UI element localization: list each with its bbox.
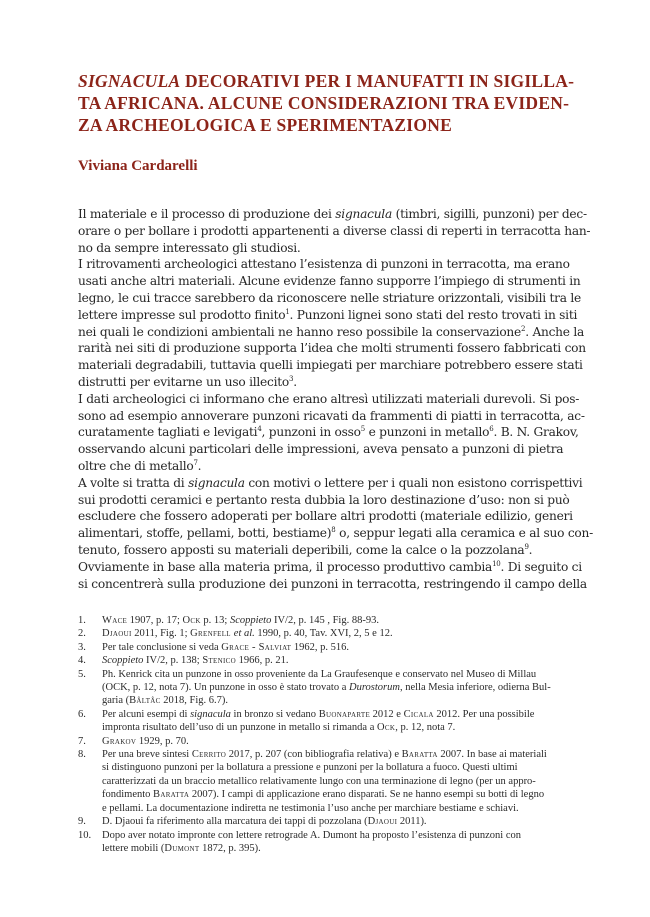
text-run: sono ad esempio annoverare punzoni ricavati da frammenti di piatti in terracotta, ac- [78, 408, 585, 423]
body-line [78, 542, 583, 559]
footnote-ref: 6 [489, 425, 494, 434]
footnote-number: 9. [78, 816, 86, 828]
text-run: D. Djaoui fa riferimento alla marcatura dei tappi di pozzolana ( [102, 816, 368, 828]
text-run: si concentrerà sulla produzione dei punzoni in terracotta, restringendo il campo della [78, 576, 587, 591]
text-run: usati anche altri materiali. Alcune evidenze fanno supporre l’impiego di strumenti in [78, 274, 581, 289]
body-line [78, 391, 583, 408]
footnote-line [102, 802, 583, 815]
text-run: . [293, 374, 297, 389]
text-run: oltre che di metallo [78, 458, 194, 473]
footnote-item [78, 735, 583, 748]
footnote-ref: 1 [285, 307, 290, 316]
footnote-line [102, 708, 583, 721]
text-run: 2018, Fig. 6.7). [160, 695, 228, 707]
footnote-line [102, 627, 583, 640]
text-run: in bronzo si vedano [230, 708, 319, 720]
italic-text: et al. [233, 628, 255, 640]
text-run: 1872, p. 395). [199, 842, 261, 854]
footnote-line [102, 614, 583, 627]
text-run: caratterizzati da un braccio metallico relativamente lungo con una terminazione di legno (per un appro- [102, 775, 536, 787]
footnote-ref: 3 [288, 374, 294, 383]
text-run: A volte si tratta di [78, 475, 189, 490]
text-run: , nella Mesia inferiore, odierna Bul- [399, 682, 551, 694]
footnote-line [102, 641, 583, 654]
footnote-number: 5. [78, 668, 86, 680]
text-run: orare o per bollare i prodotti appartenenti a diverse classi di reperti in terracotta han- [78, 223, 591, 238]
text-run: o, seppur legati alla ceramica e al suo con- [335, 526, 593, 541]
footnote-number: 3. [78, 641, 86, 653]
footnote-ref: 2 [520, 324, 526, 333]
footnote-text [102, 735, 583, 748]
text-run: I dati archeologici ci informano che erano altresì utilizzati materiali durevoli. Si pos- [78, 391, 580, 406]
text-run: 2017, p. 207 (con bibliografia relativa) e [226, 749, 402, 761]
text-run: distrutti per evitarne un uso illecito [78, 374, 289, 389]
footnote-line [102, 788, 583, 801]
footnote-line [102, 668, 583, 681]
body-line [78, 441, 583, 458]
author-citation: Grenfell [190, 628, 234, 640]
title-line-3: ZA ARCHEOLOGICA E SPERIMENTAZIONE [78, 115, 453, 135]
article-title [78, 70, 578, 136]
footnote-item [78, 627, 583, 640]
text-run: . [197, 458, 202, 473]
body-line [78, 357, 583, 374]
text-run: IV/2, p. 138; [143, 655, 203, 667]
footnote-line [102, 761, 583, 774]
footnote-item [78, 748, 583, 815]
title-line-2: TA AFRICANA. ALCUNE CONSIDERAZIONI TRA EVIDEN- [78, 93, 570, 113]
italic-text: Scoppieto [102, 655, 144, 667]
body-line [78, 307, 583, 324]
author-name: Viviana Cardarelli [78, 158, 198, 174]
footnote-number: 10. [78, 829, 92, 841]
text-run: Per alcuni esempi di [102, 708, 191, 720]
footnote-item [78, 668, 583, 708]
body-text [78, 206, 593, 592]
text-run: garia ( [102, 695, 130, 707]
body-line [78, 324, 583, 341]
text-run: con motivi o lettere per i quali non esistono corrispettivi [244, 475, 583, 490]
text-run: 2012 e [370, 708, 404, 720]
footnote-number: 7. [78, 735, 86, 747]
text-run: 2007. In base ai materiali [437, 749, 547, 761]
footnote-line [102, 681, 583, 694]
text-run: 1929, p. 70. [136, 735, 189, 747]
author-citation: Cerrito [191, 749, 227, 761]
text-run: . Punzoni lignei sono stati del resto trovati in siti [289, 307, 578, 322]
text-run: Per una breve sintesi [102, 749, 192, 761]
text-run: e punzoni in metallo [364, 425, 490, 440]
body-line [78, 408, 583, 425]
text-run: fondimento [102, 789, 154, 801]
footnote-line [102, 748, 583, 761]
footnote-item [78, 641, 583, 654]
author-citation: Bâltâc [129, 695, 161, 707]
footnote-item [78, 815, 583, 828]
italic-text: Scoppieto [229, 615, 272, 626]
body-line [78, 508, 583, 525]
body-line [78, 559, 583, 576]
footnote-text [102, 654, 583, 667]
footnote-ref: 7 [193, 458, 198, 467]
author-citation: Stenico [202, 655, 236, 667]
footnote-ref: 8 [331, 526, 336, 535]
author-citation: Buonaparte [318, 708, 371, 720]
text-run: 2012. Per una possibile [433, 708, 535, 720]
body-line [78, 475, 583, 492]
body-line [78, 340, 586, 357]
body-line [78, 525, 593, 542]
text-run: 1990, p. 40, Tav. XVI, 2, 5 e 12. [254, 628, 393, 640]
text-run: Dopo aver notato impronte con lettere retrograde A. Dumont ha proposto l’esistenza di punzoni con [102, 829, 522, 841]
footnote-text [102, 641, 583, 654]
body-line [78, 492, 583, 509]
footnote-line [102, 721, 583, 734]
author-citation: Ock [376, 722, 396, 734]
footnote-line [102, 694, 583, 707]
author-citation: Ock [182, 615, 201, 626]
footnote-line [102, 842, 583, 855]
body-line [78, 424, 583, 441]
text-run: lettere impresse sul prodotto finito [78, 307, 286, 322]
text-run: 1966, p. 21. [235, 655, 289, 667]
text-run: impronta risultato dell’uso di un punzone in metallo si rimanda a [102, 722, 377, 734]
text-run: 2011, Fig. 1; [131, 628, 191, 640]
footnote-text [102, 815, 583, 828]
text-run: , punzoni in osso [261, 425, 361, 440]
text-run: (OCK, p. 12, nota 7). Un punzone in osso è stato trovato a [102, 682, 350, 694]
footnotes [78, 614, 583, 855]
text-run: 2011). [397, 816, 427, 828]
footnote-line [102, 815, 583, 828]
text-run: osservando alcuni particolari delle impressioni, aveva pensato a punzoni di pietra [78, 442, 564, 457]
title-line-1-rest: DECORATIVI PER I MANUFATTI IN SIGILLA- [180, 71, 575, 91]
text-run: materiali degradabili, tuttavia quelli impiegati per marchiare potrebbero essere stati [78, 358, 583, 373]
footnote-line [102, 654, 583, 667]
footnote-number: 8. [78, 749, 86, 761]
text-run: tenuto, fossero apposti su materiali deperibili, come la calce o la pozzolana [78, 542, 525, 557]
footnote-text [102, 627, 583, 640]
author-citation: Dumont [164, 842, 200, 854]
text-run: (timbri, sigilli, punzoni) per dec- [391, 207, 587, 221]
text-run: . B. N. Grakov, [493, 425, 579, 440]
text-run: 2007). I campi di applicazione erano disparati. Se ne hanno esempi su botti di legno [189, 789, 545, 801]
text-run: legno, le cui tracce sarebbero da riconoscere nelle striature orizzontali, visibili tra le [78, 290, 581, 305]
italic-text: signacula [190, 708, 231, 720]
text-run: lettere mobili ( [102, 842, 165, 854]
footnote-line [102, 775, 583, 788]
text-run: I ritrovamenti archeologici attestano l’esistenza di punzoni in terracotta, ma erano [78, 257, 570, 272]
italic-text: signacula [188, 475, 245, 490]
body-line [78, 290, 583, 307]
body-line [78, 458, 583, 475]
text-run: Il materiale e il processo di produzione dei [78, 207, 336, 221]
footnote-line [102, 829, 583, 842]
text-run: escludere che fossero adoperati per bollare altri prodotti (materiale edilizio, generi [78, 509, 573, 524]
author-citation: Wace [102, 615, 128, 626]
text-run: nei quali le condizioni ambientali ne hanno reso possibile la conservazione [78, 324, 521, 339]
footnote-item [78, 654, 583, 667]
text-run: IV/2, p. 145 , Fig. 88-93. [271, 615, 379, 626]
text-run: alimentari, stoffe, pellami, botti, bestiame) [78, 526, 332, 541]
footnote-ref: 9 [524, 542, 529, 551]
text-run: e pellami. La documentazione indiretta ne testimonia l’uso anche per marchiare bestiame e schiavi. [102, 802, 519, 814]
footnote-number: 6. [78, 708, 86, 720]
author-citation: Baratta [153, 789, 190, 801]
footnote-item [78, 829, 583, 856]
title-italic-word: SIGNACULA [78, 71, 181, 91]
text-run: Ovviamente in base alla materia prima, il processo produttivo cambia [78, 559, 493, 574]
footnote-number: 4. [78, 655, 86, 667]
footnote-text [102, 668, 583, 708]
author-citation: Baratta [401, 749, 438, 761]
text-run: p. 13; [200, 615, 230, 626]
footnote-item [78, 708, 583, 735]
text-run: . [528, 542, 533, 557]
body-line [78, 240, 583, 257]
text-run: , p. 12, nota 7. [395, 722, 456, 734]
italic-text: signacula [335, 207, 392, 221]
text-run: sui prodotti ceramici e pertanto resta dubbia la loro destinazione d’uso: non si può [78, 492, 570, 507]
author-citation: Cicala [403, 708, 434, 720]
body-line [78, 206, 587, 223]
body-line [78, 273, 583, 290]
author-citation: Grace - Salviat [221, 641, 292, 653]
text-run: . Anche la [525, 324, 585, 339]
text-run: 1907, p. 17; [127, 615, 183, 626]
footnote-text [102, 614, 583, 627]
text-run: no da sempre interessato gli studiosi. [78, 240, 301, 255]
italic-text: Durostorum [349, 682, 400, 694]
text-run: 1962, p. 516. [291, 641, 349, 653]
body-line [78, 223, 591, 240]
text-run: . Di seguito ci [500, 559, 582, 574]
footnote-number: 1. [78, 615, 86, 626]
footnote-number: 2. [78, 628, 86, 640]
text-run: Ph. Kenrick cita un punzone in osso proveniente da La Graufesenque e conservato nel Museo di Millau [102, 668, 537, 680]
footnote-text [102, 829, 583, 856]
author-citation: Djaoui [367, 816, 398, 828]
author-citation: Djaoui [102, 628, 132, 640]
author-citation: Grakov [102, 735, 137, 747]
body-line [78, 576, 587, 593]
footnote-text [102, 708, 583, 735]
footnote-ref: 10 [492, 559, 501, 568]
footnote-line [102, 735, 583, 748]
body-line [78, 256, 583, 273]
text-run: curatamente tagliati e levigati [78, 425, 258, 440]
footnote-ref: 4 [257, 425, 262, 434]
text-run: rarità nei siti di produzione supporta l’idea che molti strumenti fossero fabbricati con [78, 341, 586, 356]
text-run: si distinguono punzoni per la bollatura a pressione e punzoni per la bollatura a fuoco. Questi ultimi [102, 762, 518, 774]
text-run: Per tale conclusione si veda [102, 641, 222, 653]
title-line-1 [78, 70, 578, 92]
footnote-item [78, 614, 583, 627]
footnote-text [102, 748, 583, 815]
body-line [78, 374, 583, 391]
footnote-ref: 5 [360, 425, 365, 434]
